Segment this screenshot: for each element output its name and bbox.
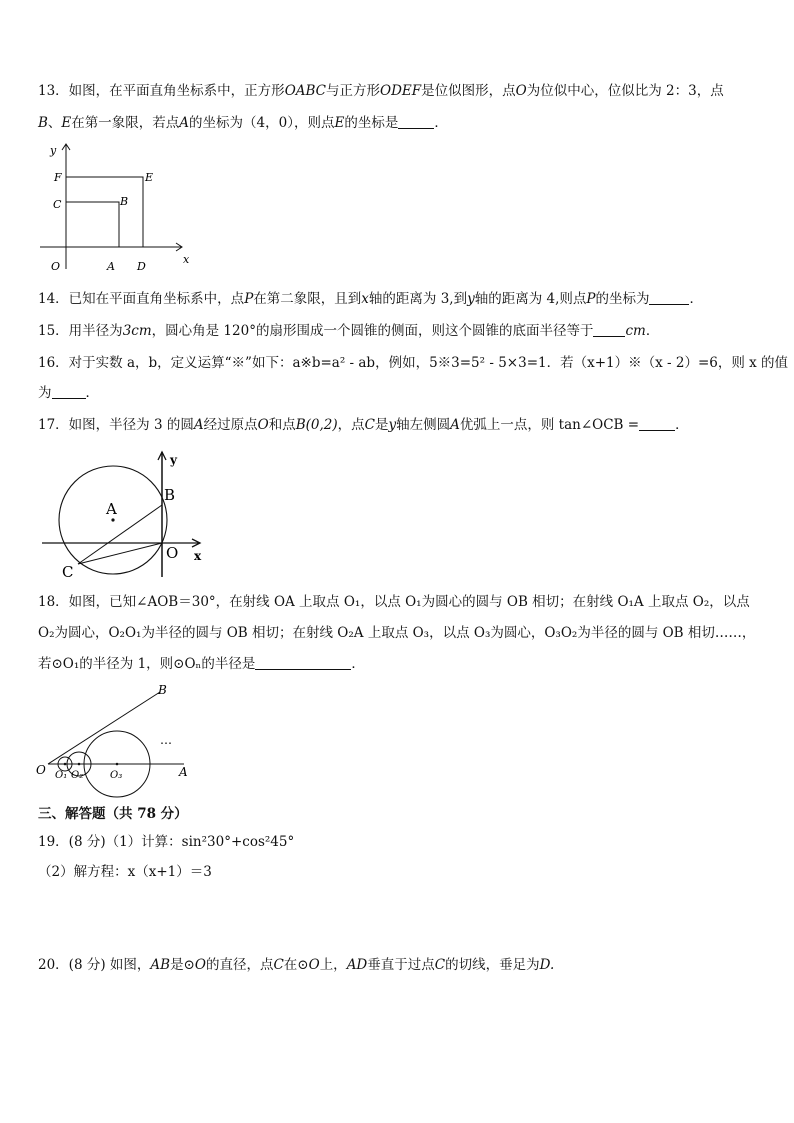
q17-figure	[40, 448, 210, 580]
q13-label-D: D	[137, 260, 146, 273]
q17-label-x: x	[194, 549, 202, 563]
q17-label-A: A	[106, 500, 117, 518]
q18-label-O3: O₃	[110, 770, 123, 781]
q14-answer-blank[interactable]	[649, 290, 689, 305]
q13-answer-blank[interactable]	[398, 114, 434, 129]
q17-answer-blank[interactable]	[639, 416, 675, 431]
q16-line2: 为 ．	[38, 385, 99, 401]
q18-line1: 18．如图，已知∠AOB＝30°，在射线 OA 上取点 O₁，以点 O₁为圆心的圆与 OB 相切；在射线 O₁A 上取点 O₂，以点	[38, 594, 750, 610]
q13-label-y: y	[50, 144, 57, 157]
q18-label-A: A	[179, 765, 188, 779]
q13-label-B: B	[120, 195, 129, 208]
q13-label-A: A	[107, 260, 115, 273]
q13-label-E: E	[145, 171, 154, 184]
q16-answer-blank[interactable]	[52, 384, 86, 399]
q18-figure	[36, 680, 196, 786]
q17-label-C: C	[62, 563, 74, 581]
q17-label-O: O	[166, 544, 179, 562]
q18-label-O2: O₂	[71, 770, 84, 781]
q16-line1: 16．对于实数 a，b，定义运算“※”如下：a※b=a² - ab，例如，5※3=5² - 5×3=1．若（x+1）※（x - 2）=6，则 x 的值	[38, 355, 789, 371]
q15-answer-blank[interactable]	[593, 322, 625, 337]
q14-line: 14．已知在平面直角坐标系中，点P在第二象限，且到x轴的距离为 3,到y轴的距离为 4,则点P的坐标为 ．	[38, 291, 703, 307]
q18-label-O1: O₁	[55, 770, 68, 781]
q13-label-F: F	[54, 171, 62, 184]
q18-label-B: B	[158, 683, 167, 697]
q13-line1: 13．如图，在平面直角坐标系中，正方形OABC与正方形ODEF是位似图形，点O为位似中心，位似比为 2：3，点	[38, 83, 724, 99]
section3-heading: 三、解答题（共 78 分）	[38, 806, 188, 822]
q18-line3: 若⊙O₁的半径为 1，则⊙Oₙ的半径是 ．	[38, 656, 365, 672]
q13-label-O: O	[51, 260, 61, 273]
q18-label-O: O	[36, 763, 46, 777]
q19-line1: 19．(8 分)（1）计算：sin²30°+cos²45°	[38, 834, 295, 850]
q15-line: 15．用半径为3cm，圆心角是 120°的扇形围成一个圆锥的侧面，则这个圆锥的底面半径等于 cm．	[38, 323, 660, 339]
q13-line2: B、E在第一象限，若点A的坐标为（4，0），则点E的坐标是 ．	[38, 115, 448, 131]
q18-answer-blank[interactable]	[255, 655, 351, 670]
q20-line: 20．(8 分) 如图，AB是⊙O的直径，点C在⊙O上，AD垂直于过点C的切线，垂足为D.	[38, 957, 555, 973]
q17-label-y: y	[170, 453, 177, 467]
q17-line: 17．如图，半径为 3 的圆A经过原点O和点B(0,2)，点C是y轴左侧圆A优弧上一点，则 tan∠OCB = ．	[38, 417, 689, 433]
q18-label-dots: …	[160, 733, 172, 747]
q18-line2: O₂为圆心，O₂O₁为半径的圆与 OB 相切；在射线 O₂A 上取点 O₃，以点 O₃为圆心，O₃O₂为半径的圆与 OB 相切……，	[38, 625, 756, 641]
q13-figure	[36, 140, 196, 275]
q17-label-B: B	[164, 486, 176, 504]
q13-label-C: C	[53, 198, 62, 211]
q13-label-x: x	[183, 253, 190, 266]
q19-line2: （2）解方程：x（x+1）＝3	[38, 864, 212, 880]
